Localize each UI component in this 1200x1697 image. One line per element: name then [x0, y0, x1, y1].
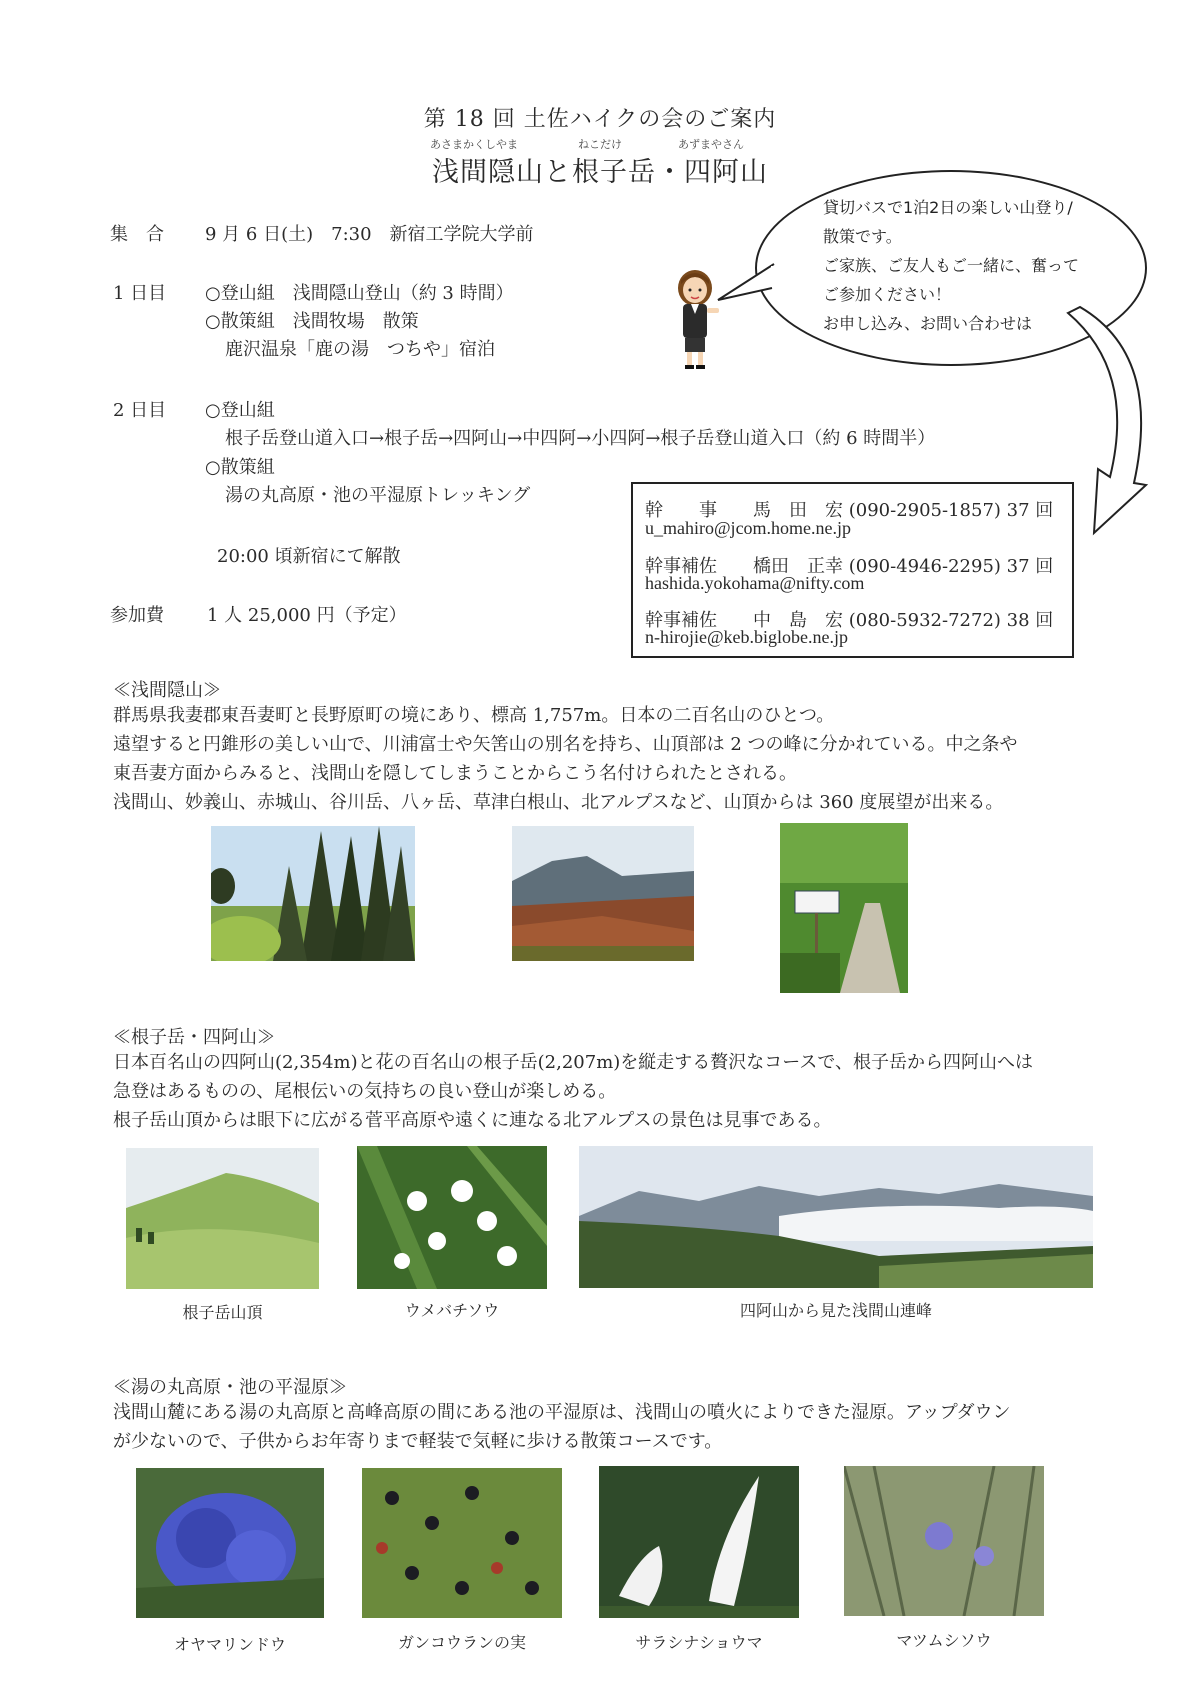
gankouran-berries-photo — [362, 1468, 562, 1618]
day2-line1: ○登山組 — [205, 400, 275, 421]
mountain-view-photo — [512, 826, 694, 961]
caption-umebachiso: ウメバチソウ — [404, 1301, 500, 1320]
bubble-line-3: ご家族、ご友人もご一緒に、奮って — [823, 256, 1080, 275]
day2-line2: 根子岳登山道入口→根子岳→四阿山→中四阿→小四阿→根子岳登山道入口（約 6 時間半） — [225, 428, 936, 449]
section3-text — [113, 1398, 1093, 1456]
caption-sarashinashouma: サラシナショウマ — [635, 1633, 763, 1652]
event-title: 第 18 回 土佐ハイクの会のご案内 — [423, 107, 777, 132]
caption-matsumushisou: マツムシソウ — [896, 1631, 992, 1650]
section1-line-1: 群馬県我妻郡東吾妻町と長野原町の境にあり、標高 1,757m。日本の二百名山のひとつ。 — [113, 705, 835, 726]
section1-text — [113, 701, 1093, 817]
caption-asama-range: 四阿山から見た浅間山連峰 — [739, 1301, 932, 1320]
contact-3-phone: (080-5932-7272) 38 回 — [848, 610, 1054, 631]
nekodake-summit-photo — [126, 1148, 319, 1289]
matsumushisou-flower-photo — [844, 1466, 1044, 1616]
forest-trees-photo — [211, 826, 415, 961]
contact-1-phone: (090-2905-1857) 37 回 — [848, 500, 1054, 521]
bubble-line-5: お申し込み、お問い合わせは — [823, 314, 1032, 333]
section2-text — [113, 1048, 1093, 1135]
bubble-line-1: 貸切バスで1泊2日の楽しい山登り/ — [823, 198, 1073, 217]
contact-2-phone: (090-4946-2295) 37 回 — [848, 556, 1054, 577]
event-subtitle: 浅間隠山と根子岳・四阿山 — [432, 157, 768, 188]
day2-line3: ○散策組 — [205, 457, 275, 478]
caption-gankouran: ガンコウランの実 — [397, 1633, 526, 1652]
ruby-nekodake: ねこだけ — [578, 138, 622, 151]
section3-heading: ≪湯の丸高原・池の平湿原≫ — [113, 1377, 347, 1398]
contact-3-role: 幹事補佐 — [645, 610, 717, 631]
umebachiso-flower-photo — [357, 1146, 547, 1289]
caption-oyamarindo: オヤマリンドウ — [173, 1635, 286, 1654]
ruby-azumayasan: あずまやさん — [678, 138, 744, 151]
contact-2-email[interactable]: hashida.yokohama@nifty.com — [645, 573, 865, 593]
bubble-line-4: ご参加ください！ — [823, 285, 952, 304]
day1-label: 1 日目 — [113, 283, 167, 304]
meet-value: 9 月 6 日(土) 7:30 新宿工学院大学前 — [205, 224, 534, 245]
ruby-asamakakushiyama: あさまかくしやま — [430, 138, 518, 151]
contact-3-email[interactable]: n-hirojie@keb.biglobe.ne.jp — [645, 627, 849, 647]
asama-range-view-photo — [579, 1146, 1093, 1288]
day2-label: 2 日目 — [113, 400, 167, 421]
section1-line-2: 遠望すると円錐形の美しい山で、川浦富士や矢筈山の別名を持ち、山頂部は 2 つの峰に分かれている。中之条や — [113, 734, 1018, 755]
section3-line-2: が少ないので、子供からお年寄りまで軽装で気軽に歩ける散策コースです。 — [113, 1431, 723, 1452]
day1-line3: 鹿沢温泉「鹿の湯 つちや」宿泊 — [225, 339, 495, 360]
contact-2-name: 橋田 正幸 — [753, 556, 843, 577]
meet-label: 集 合 — [110, 224, 164, 245]
section1-line-4: 浅間山、妙義山、赤城山、谷川岳、八ヶ岳、草津白根山、北アルプスなど、山頂からは 360 度展望が出来る。 — [113, 792, 1004, 813]
contact-1-role: 幹 事 — [645, 500, 717, 521]
contact-2-role: 幹事補佐 — [645, 556, 717, 577]
fee-label: 参加費 — [110, 605, 164, 626]
day1-line1: ○登山組 浅間隠山登山（約 3 時間） — [205, 283, 514, 304]
speech-bubble-tail — [716, 262, 776, 308]
section2-line-1: 日本百名山の四阿山(2,354m)と花の百名山の根子岳(2,207m)を縦走する贅沢なコースで、根子岳から四阿山へは — [113, 1052, 1034, 1073]
fee-value: 1 人 25,000 円（予定） — [207, 605, 407, 626]
contact-1-email[interactable]: u_mahiro@jcom.home.ne.jp — [645, 518, 852, 538]
day1-line2: ○散策組 浅間牧場 散策 — [205, 311, 419, 332]
day2-line4: 湯の丸高原・池の平湿原トレッキング — [225, 485, 531, 506]
bubble-line-2: 散策です。 — [823, 227, 902, 246]
section2-line-2: 急登はあるものの、尾根伝いの気持ちの良い登山が楽しめる。 — [113, 1081, 617, 1102]
contact-3-name: 中 島 宏 — [753, 610, 843, 631]
caption-nekodake-summit: 根子岳山頂 — [182, 1303, 263, 1322]
section1-heading: ≪浅間隠山≫ — [113, 680, 221, 701]
section2-line-3: 根子岳山頂からは眼下に広がる菅平高原や遠くに連なる北アルプスの景色は見事である。 — [113, 1110, 832, 1131]
section2-heading: ≪根子岳・四阿山≫ — [113, 1027, 275, 1048]
sarashinashouma-flower-photo — [599, 1466, 799, 1618]
section1-line-3: 東吾妻方面からみると、浅間山を隠してしまうことからこう名付けられたとされる。 — [113, 763, 797, 784]
trail-sign-photo — [780, 823, 908, 993]
section3-line-1: 浅間山麓にある湯の丸高原と高峰高原の間にある池の平湿原は、浅間山の噴火によりできた湿原。アップダウン — [113, 1402, 1011, 1423]
contact-1-name: 馬 田 宏 — [753, 500, 843, 521]
dismiss-text: 20:00 頃新宿にて解散 — [217, 546, 401, 567]
oyamarindo-flower-photo — [136, 1468, 324, 1618]
